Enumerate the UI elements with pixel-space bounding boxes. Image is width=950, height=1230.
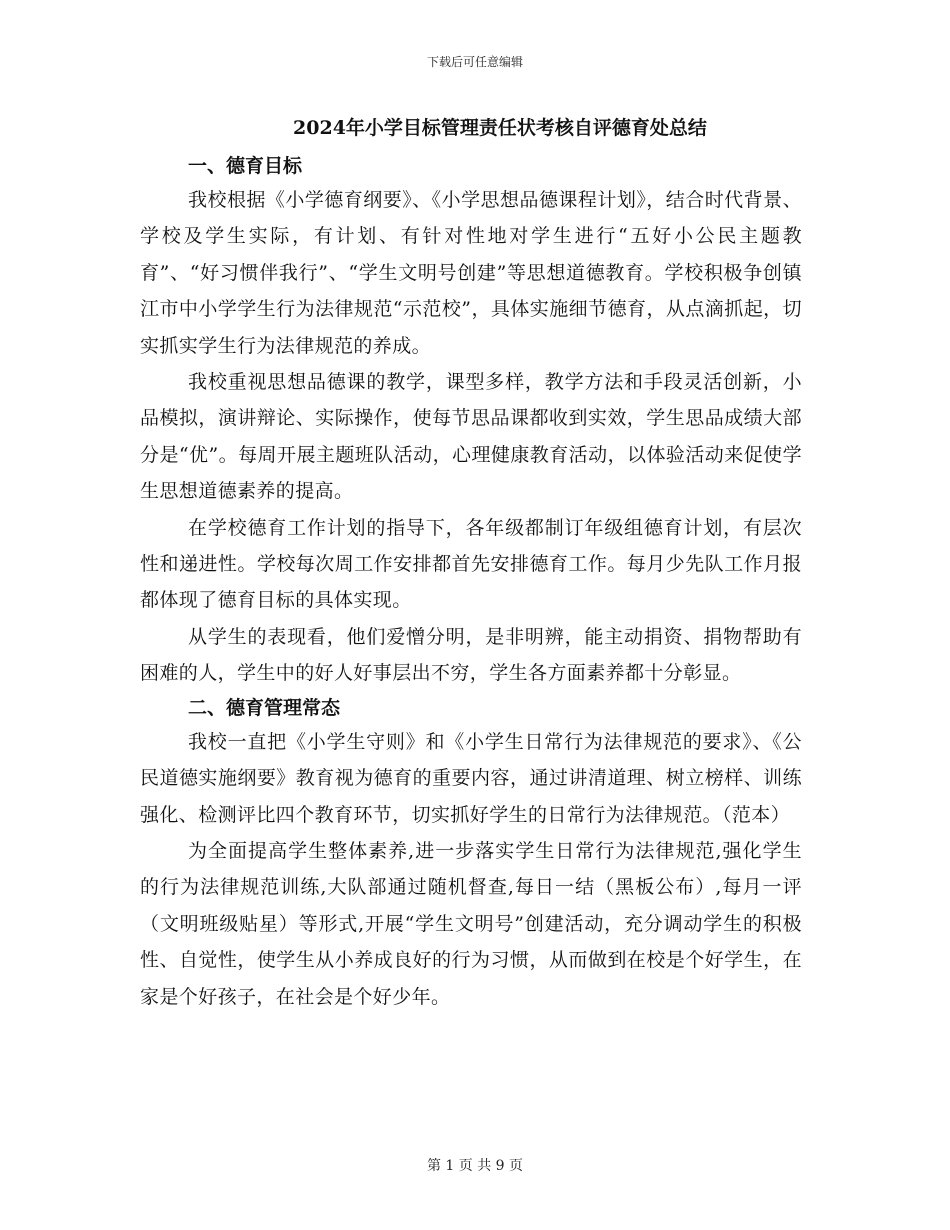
paragraph: 为全面提高学生整体素养,进一步落实学生日常行为法律规范,强化学生的行为法律规范训练,大队部通过随机督查,每日一结（黑板公布）,每月一评（文明班级贴星）等形式,开展“学生文明号”创建活动，充分调动学生的积极性、自觉性，使学生从小养成良好的行为习惯，从而做到在校是个好学生，在家是个好孩子，在社会是个好少年。 [140,839,802,1008]
paragraph: 我校一直把《小学生守则》和《小学生日常行为法律规范的要求》、《公民道德实施纲要》教育视为德育的重要内容，通过讲清道理、树立榜样、训练强化、检测评比四个教育环节，切实抓好学生的日常行为法律规范。（范本） [140,730,802,826]
document-body [140,150,802,1015]
section-heading: 一、德育目标 [188,155,303,177]
paragraph: 从学生的表现看，他们爱憎分明，是非明辨，能主动捐资、捐物帮助有困难的人，学生中的好人好事层出不穷，学生各方面素养都十分彰显。 [140,625,802,685]
section-heading: 二、德育管理常态 [188,696,341,719]
paragraph: 我校重视思想品德课的教学，课型多样，教学方法和手段灵活创新，小品模拟，演讲辩论、实际操作，使每节思品课都收到实效，学生思品成绩大部分是“优”。每周开展主题班队活动，心理健康教育活动，以体验活动来促使学生思想道德素养的提高。 [140,371,802,503]
section-moral-management [140,692,802,1015]
paragraph: 在学校德育工作计划的指导下，各年级都制订年级组德育计划，有层次性和递进性。学校每次周工作安排都首先安排德育工作。每月少先队工作月报都体现了德育目标的具体实现。 [140,516,802,612]
header-note: 下载后可任意编辑 [426,55,523,69]
page-number: 第 1 页 共 9 页 [426,1158,524,1174]
document-title: 2024年小学目标管理责任状考核自评德育处总结 [293,117,707,139]
paragraph: 我校根据《小学德育纲要》、《小学思想品德课程计划》，结合时代背景、学校及学生实际，有计划、有针对性地对学生进行“五好小公民主题教育”、“好习惯伴我行”、“学生文明号创建”等思想道德教育。学校积极争创镇江市中小学学生行为法律规范“示范校”，具体实施细节德育，从点滴抓起，切实抓实学生行为法律规范的养成。 [140,189,802,357]
section-moral-goals [140,150,802,692]
